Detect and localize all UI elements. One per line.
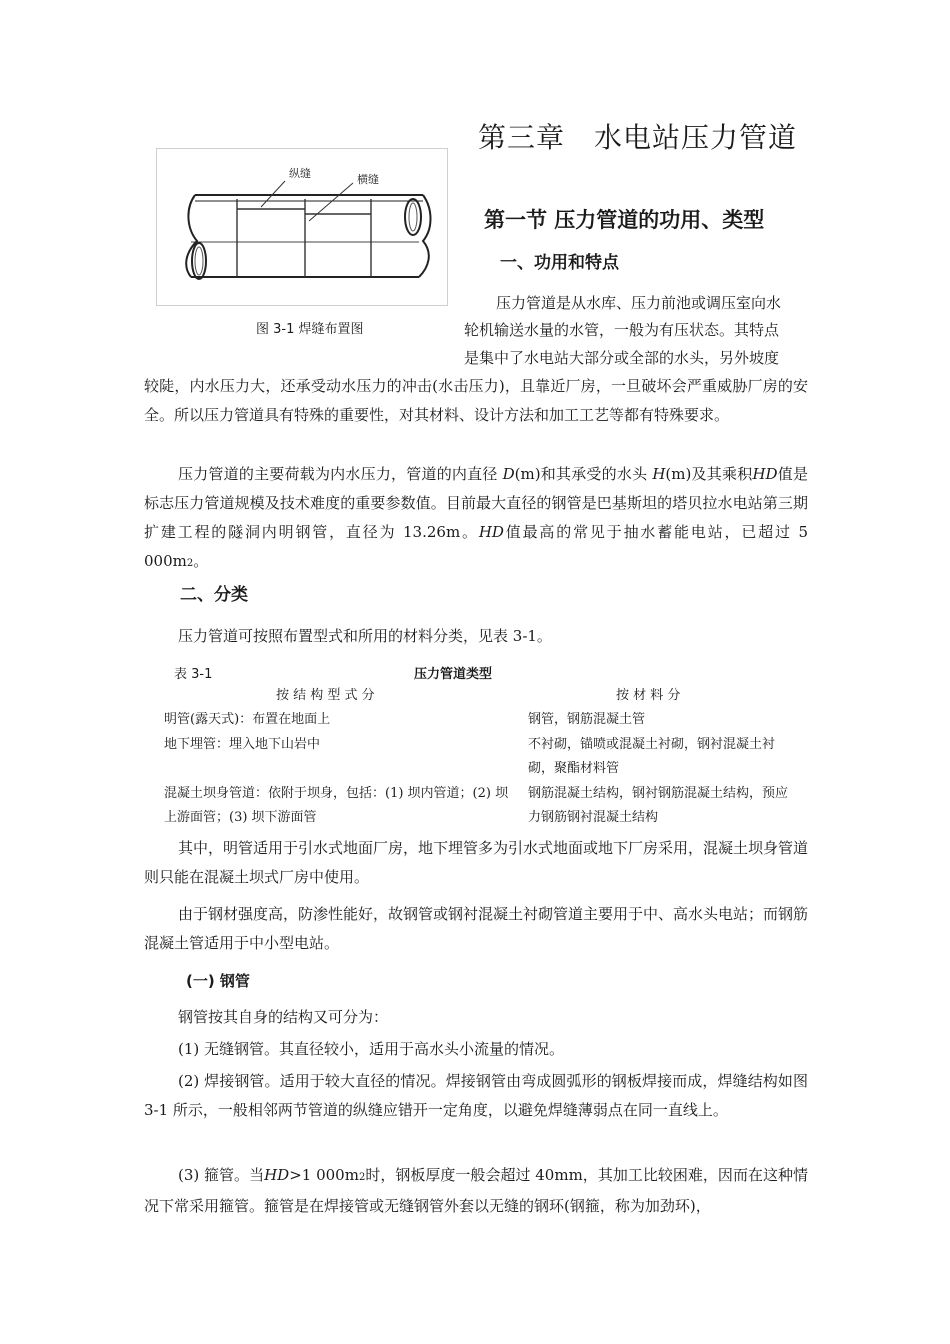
text: 时，钢板厚度一般会超过 40mm，其加工比较困难，因而在这种情况下常采用箍管。箍管是在焊接管或无缝钢管外套以无缝的钢环(钢箍，称为加劲环)，	[144, 1166, 808, 1215]
paragraph-steel-strength: 由于钢材强度高，防渗性能好，故钢管或钢衬混凝土衬砌管道主要用于中、高水头电站；而钢筋混凝土管适用于中小型电站。	[144, 905, 809, 952]
section-title: 第一节 压力管道的功用、类型	[484, 208, 765, 232]
text: (3) 箍管。当	[178, 1166, 265, 1184]
heading-function: 一、功用和特点	[500, 253, 619, 273]
symbol-HD: HD	[264, 1166, 290, 1184]
table-cell-right: 钢管，钢筋混凝土管	[528, 712, 646, 727]
symbol-HD: HD	[752, 465, 778, 483]
unit-exponent: 2	[186, 558, 194, 569]
figure-caption: 图 3-1 焊缝布置图	[256, 322, 364, 337]
heading-classification: 二、分类	[180, 585, 248, 605]
paragraph-main-load	[144, 460, 808, 578]
text: (m)和其承受的水头	[514, 465, 648, 483]
text: >1 000m	[289, 1166, 359, 1184]
text: 值最高的常见于抽水蓄能电站，已超过 5 000m	[144, 523, 808, 570]
paragraph-line: 轮机输送水量的水管，一般为有压状态。其特点	[464, 321, 780, 339]
list-item-seamless: (1) 无缝钢管。其直径较小，适用于高水头小流量的情况。	[178, 1040, 565, 1058]
label-transverse-seam: 横缝	[357, 173, 379, 186]
text: 压力管道的主要荷载为内水压力，管道的内直径	[178, 465, 498, 483]
chapter-title: 第三章 水电站压力管道	[478, 121, 798, 154]
list-item-hoop	[144, 1161, 808, 1221]
paragraph-usage: 其中，明管适用于引水式地面厂房，地下埋管多为引水式地面或地下厂房采用，混凝土坝身管道则只能在混凝土坝式厂房中使用。	[144, 839, 809, 886]
table-cell-left: 明管(露天式)：布置在地面上	[164, 712, 331, 727]
paragraph-line: 压力管道是从水库、压力前池或调压室向水	[496, 294, 782, 312]
table-cell-left: 混凝土坝身管道：依附于坝身，包括：(1) 坝内管道；(2) 坝上游面管；(3) 坝下游面管	[164, 786, 509, 825]
heading-steel-pipe: (一) 钢管	[186, 972, 250, 990]
text: 值是标志压力管道规模及技术难度的重要参数值。目前最大直径的钢管是巴基斯坦的塔贝拉水电站第三期扩建工程的隧洞内明钢管，直径为 13.26m。	[144, 465, 808, 541]
paragraph-line: 是集中了水电站大部分或全部的水头，另外坡度	[464, 349, 780, 367]
table-header-structure: 按 结 构 型 式 分	[276, 688, 375, 703]
text: 。	[193, 552, 209, 570]
table-cell-right: 钢筋混凝土结构，钢衬钢筋混凝土结构，预应力钢筋钢衬混凝土结构	[528, 786, 789, 825]
symbol-HD: HD	[478, 523, 504, 541]
table-number: 表 3-1	[174, 667, 213, 682]
table-cell-right: 不衬砌，锚喷或混凝土衬砌，钢衬混凝土衬砌，聚酯材料管	[528, 737, 776, 776]
symbol-H: H	[652, 465, 666, 483]
list-item-welded: (2) 焊接钢管。适用于较大直径的情况。焊接钢管由弯成圆弧形的钢板焊接而成，焊缝结构如图 3-1 所示，一般相邻两节管道的纵缝应错开一定角度，以避免焊缝薄弱点在同一直线上。	[144, 1072, 808, 1119]
text: (m)及其乘积	[665, 465, 753, 483]
table-title: 压力管道类型	[414, 667, 493, 682]
paragraph-function-cont: 较陡，内水压力大，还承受动水压力的冲击(水击压力)，且靠近厂房，一旦破坏会严重威胁厂房的安全。所以压力管道具有特殊的重要性，对其材料、设计方法和加工工艺等都有特殊要求。	[144, 377, 808, 424]
label-longitudinal-seam: 纵缝	[289, 167, 311, 180]
table-header-material: 按 材 料 分	[616, 688, 681, 703]
unit-exponent: 2	[358, 1172, 366, 1183]
paragraph-steel-intro: 钢管按其自身的结构又可分为：	[178, 1008, 389, 1026]
figure-3-1	[156, 148, 448, 306]
paragraph-classification-intro: 压力管道可按照布置型式和所用的材料分类，见表 3-1。	[178, 627, 552, 645]
table-cell-left: 地下埋管：埋入地下山岩中	[164, 737, 321, 752]
symbol-D: D	[502, 465, 515, 483]
